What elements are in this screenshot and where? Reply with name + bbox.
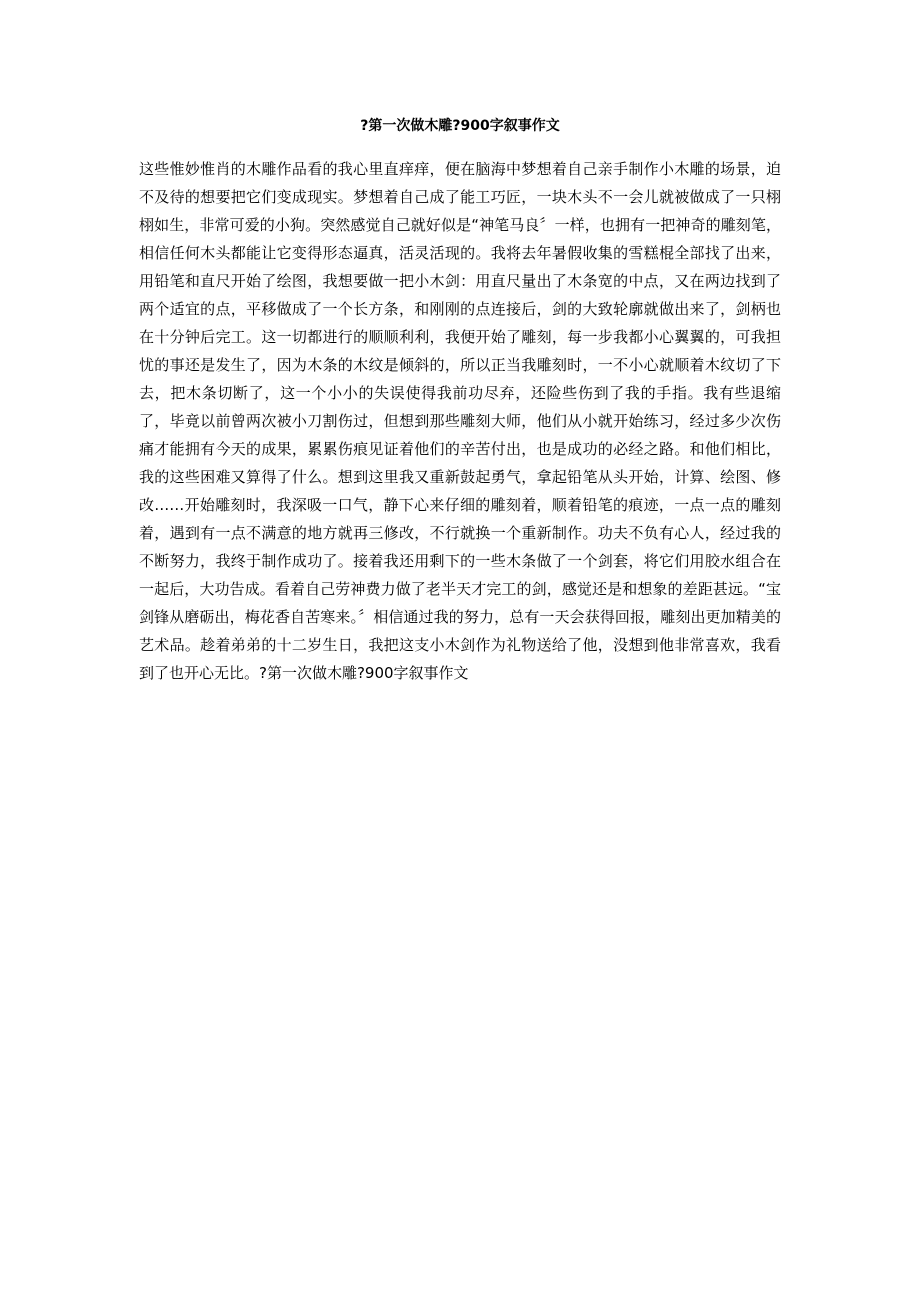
document-title: ?第一次做木雕?900字叙事作文 xyxy=(360,118,560,134)
document-body-paragraph: 这些惟妙惟肖的木雕作品看的我心里直痒痒，便在脑海中梦想着自己亲手制作小木雕的场景，迫不及待的想要把它们变成现实。梦想着自己成了能工巧匠，一块木头不一会儿就被做成了一只栩栩如生，非常可爱的小狗。突然感觉自己就好似是“神笔马良〞一样，也拥有一把神奇的雕刻笔，相信任何木头都能让它变得形态逼真，活灵活现的。我将去年暑假收集的雪糕棍全部找了出来，用铅笔和直尺开始了绘图，我想要做一把小木剑：用直尺量出了木条宽的中点，又在两边找到了两个适宜的点，平移做成了一个长方条，和刚刚的点连接后，剑的大致轮廓就做出来了，剑柄也在十分钟后完工。这一切都进行的顺顺利利，我便开始了雕刻，每一步我都小心翼翼的，可我担忧的事还是发生了，因为木条的木纹是倾斜的，所以正当我雕刻时，一不小心就顺着木纹切了下去，把木条切断了，这一个小小的失误使得我前功尽弃，还险些伤到了我的手指。我有些退缩了，毕竟以前曾两次被小刀割伤过，但想到那些雕刻大师，他们从小就开始练习，经过多少次伤痛才能拥有今天的成果，累累伤痕见证着他们的辛苦付出，也是成功的必经之路。和他们相比，我的这些困难又算得了什么。想到这里我又重新鼓起勇气，拿起铅笔从头开始，计算、绘图、修改……开始雕刻时，我深吸一口气，静下心来仔细的雕刻着，顺着铅笔的痕迹，一点一点的雕刻着，遇到有一点不满意的地方就再三修改，不行就换一个重新制作。功夫不负有心人，经过我的不断努力，我终于制作成功了。接着我还用剩下的一些木条做了一个剑套，将它们用胶水组合在一起后，大功告成。看着自己劳神费力做了老半天才完工的剑，感觉还是和想象的差距甚远。“宝剑锋从磨砺出，梅花香自苦寒来。〞相信通过我的努力，总有一天会获得回报，雕刻出更加精美的艺术品。趁着弟弟的十二岁生日，我把这支小木剑作为礼物送给了他，没想到他非常喜欢，我看到了也开心无比。?第一次做木雕?900字叙事作文 xyxy=(139,160,781,682)
